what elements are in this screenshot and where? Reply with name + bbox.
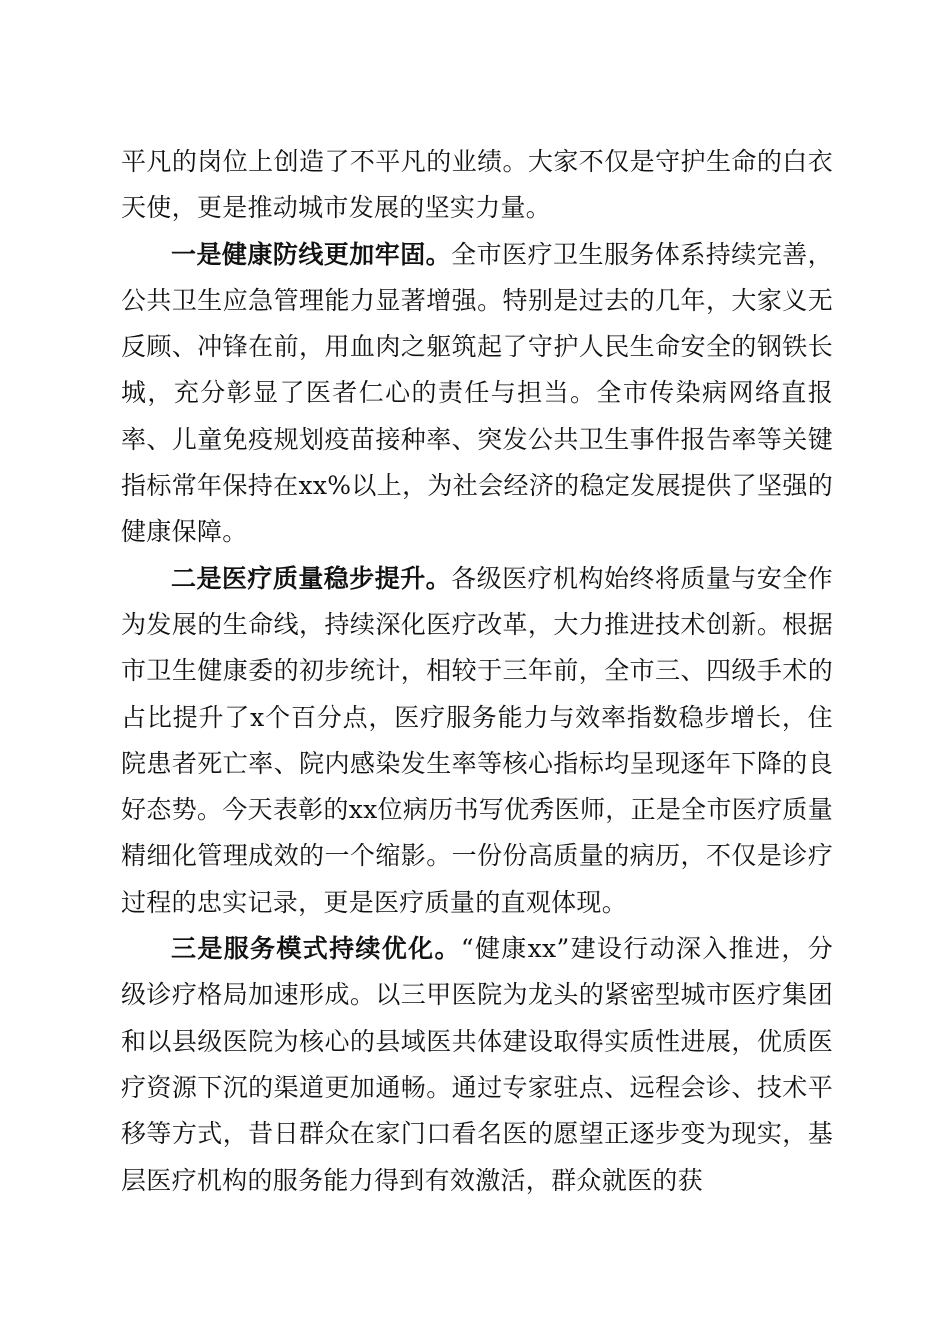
document-body: [121, 139, 833, 1204]
paragraph-service-model: [121, 926, 833, 1204]
paragraph-text: 各级医疗机构始终将质量与安全作为发展的生命线，持续深化医疗改革，大力推进技术创新。根据市卫生健康委的初步统计，相较于三年前，全市三、四级手术的占比提升了x个百分点，医疗服务能力与效率指数稳步增长，住院患者死亡率、院内感染发生率等核心指标均呈现逐年下降的良好态势。今天表彰的xx位病历书写优秀医师，正是全市医疗质量精细化管理成效的一个缩影。一份份高质量的病历，不仅是诊疗过程的忠实记录，更是医疗质量的直观体现。: [121, 563, 833, 917]
paragraph-text: 平凡的岗位上创造了不平凡的业绩。大家不仅是守护生命的白衣天使，更是推动城市发展的坚实力量。: [121, 147, 833, 223]
paragraph-text: “健康xx”建设行动深入推进，分级诊疗格局加速形成。以三甲医院为龙头的紧密型城市医疗集团和以县级医院为核心的县域医共体建设取得实质性进展，优质医疗资源下沉的渠道更加通畅。通过专家驻点、远程会诊、技术平移等方式，昔日群众在家门口看名医的愿望正逐步变为现实，基层医疗机构的服务能力得到有效激活，群众就医的获: [121, 934, 833, 1195]
paragraph-health-defense: [121, 232, 833, 556]
paragraph-lead: 二是医疗质量稳步提升。: [171, 563, 452, 593]
paragraph-continuation: [121, 139, 833, 232]
paragraph-lead: 一是健康防线更加牢固。: [171, 239, 452, 269]
paragraph-lead: 三是服务模式持续优化。: [171, 934, 461, 964]
paragraph-medical-quality: [121, 556, 833, 926]
paragraph-text: 全市医疗卫生服务体系持续完善，公共卫生应急管理能力显著增强。特别是过去的几年，大家义无反顾、冲锋在前，用血肉之躯筑起了守护人民生命安全的钢铁长城，充分彰显了医者仁心的责任与担当。全市传染病网络直报率、儿童免疫规划疫苗接种率、突发公共卫生事件报告率等关键指标常年保持在xx%以上，为社会经济的稳定发展提供了坚强的健康保障。: [121, 239, 833, 547]
